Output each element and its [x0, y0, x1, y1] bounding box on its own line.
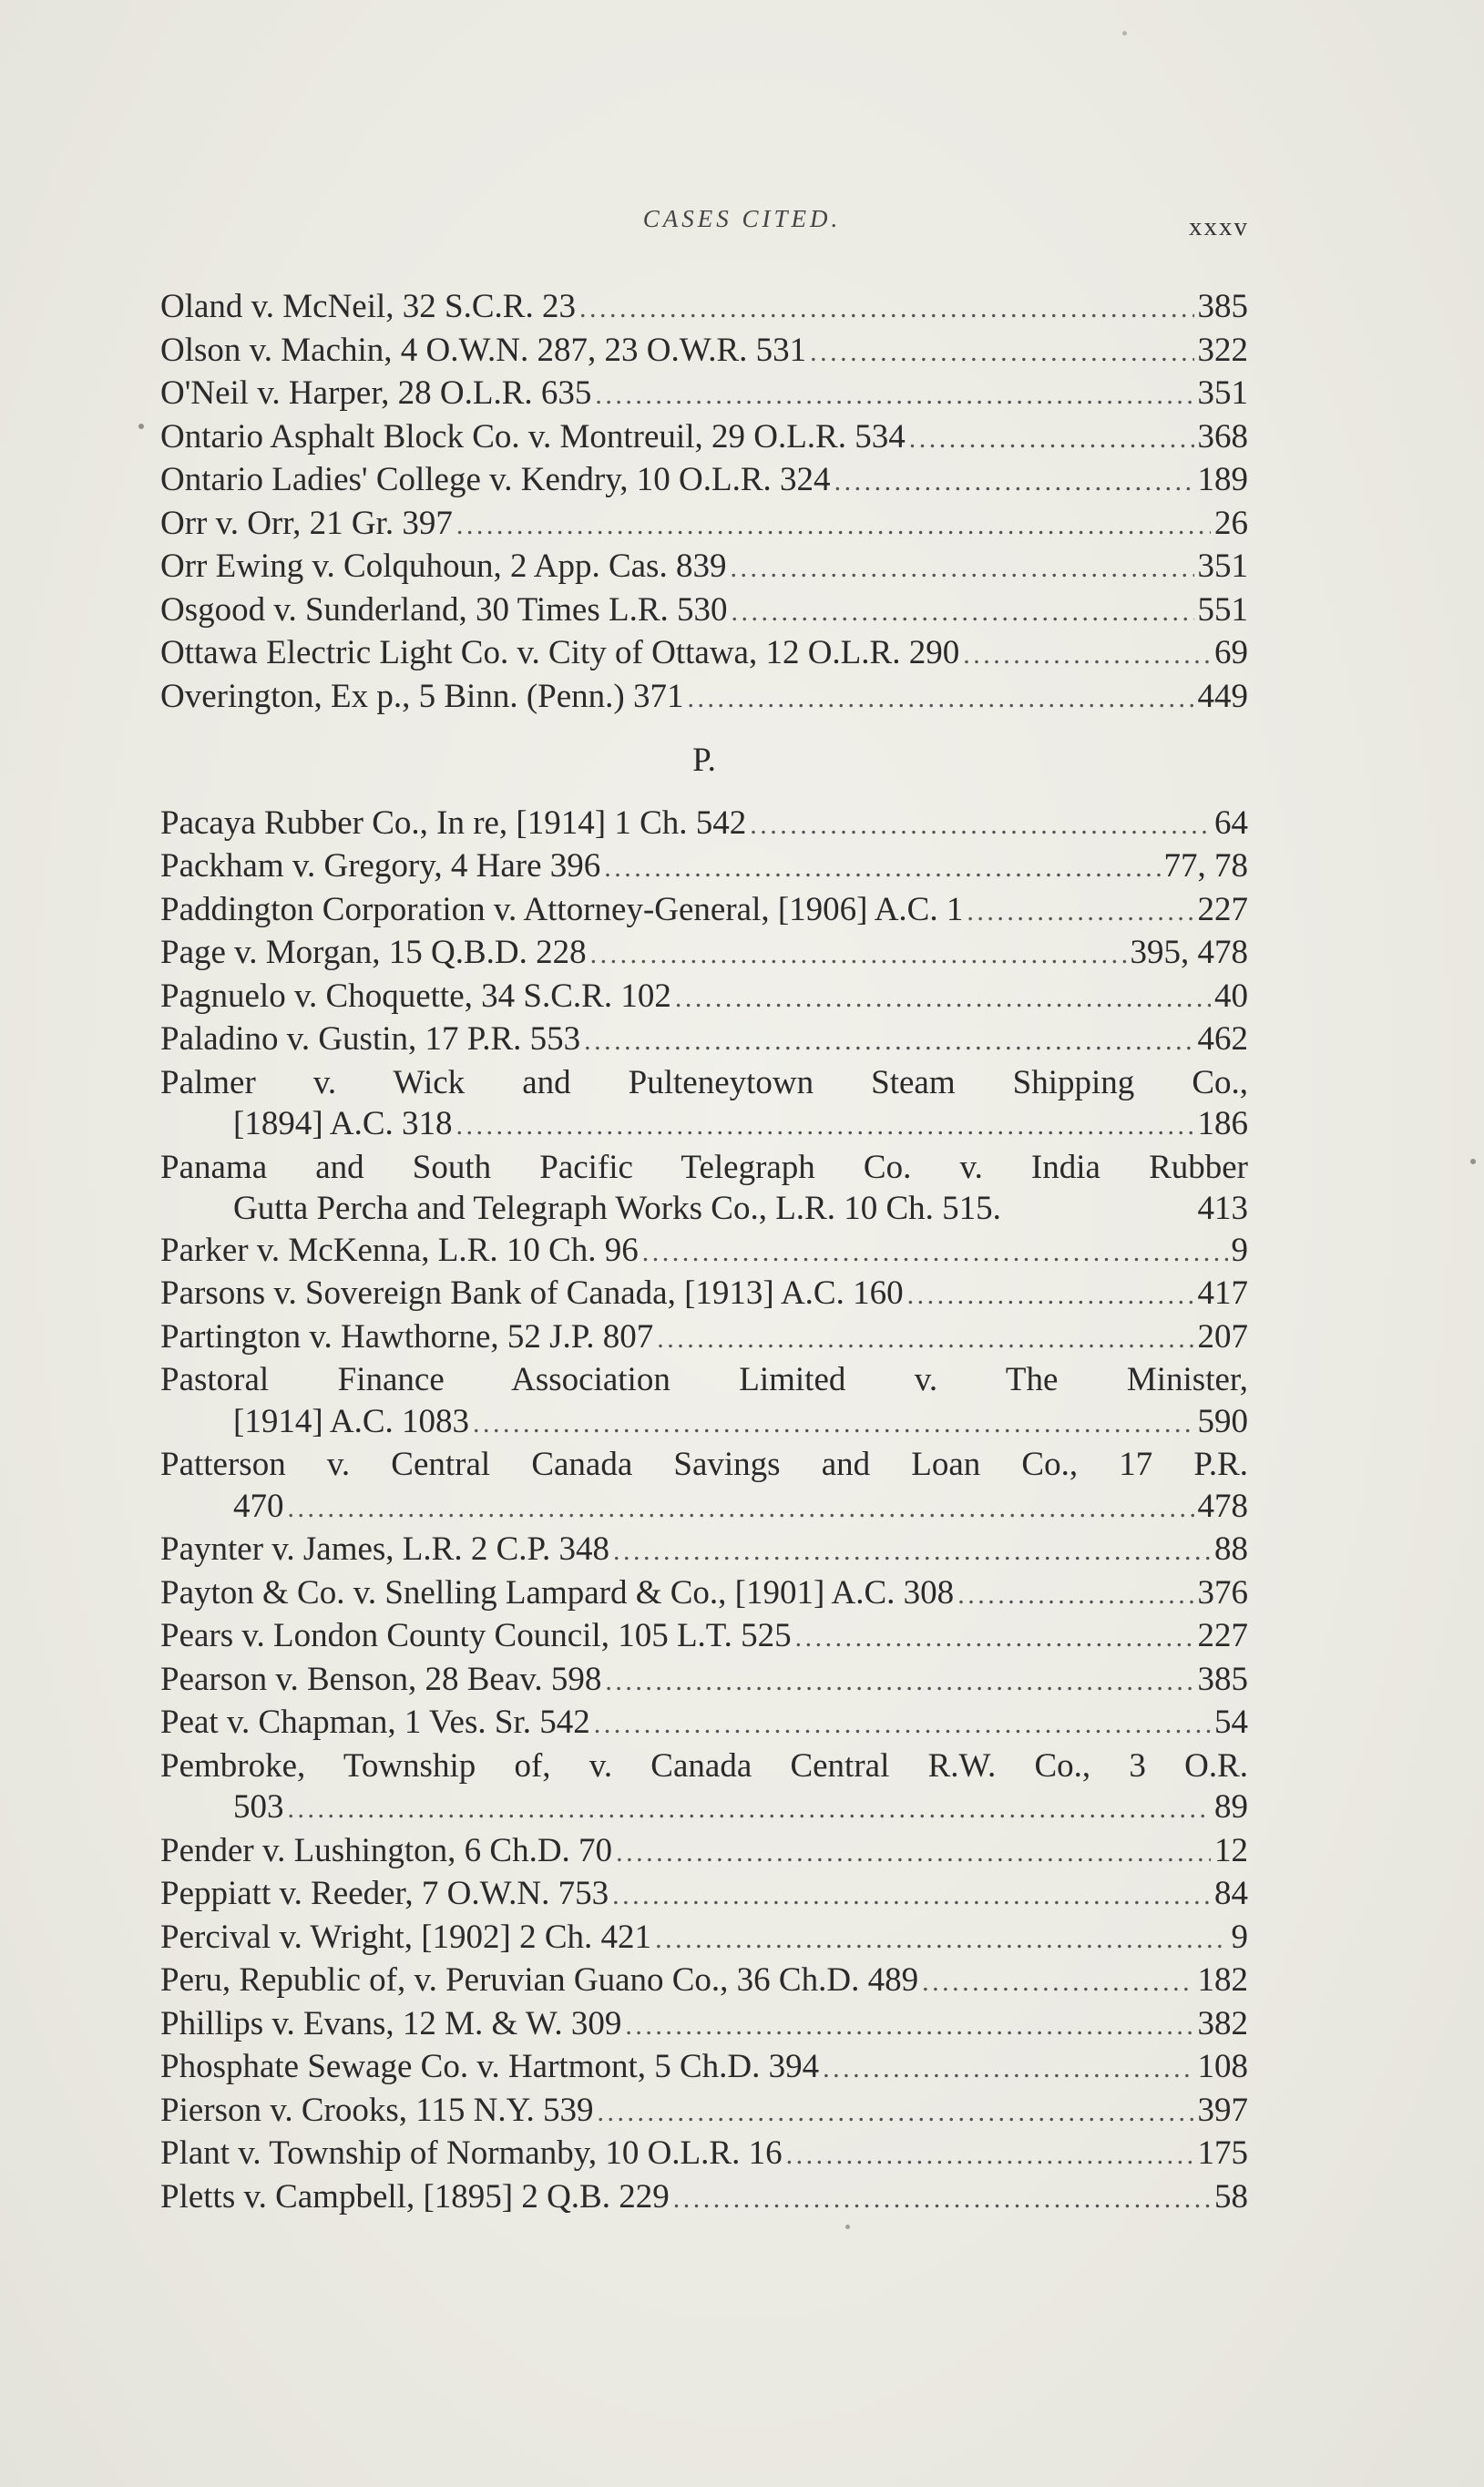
- case-page-ref: 417: [1197, 1274, 1248, 1312]
- case-entry: [160, 589, 1248, 633]
- case-page-ref: 175: [1197, 2134, 1248, 2172]
- case-citation: Paladino v. Gustin, 17 P.R. 553: [160, 1020, 581, 1058]
- dot-leader: [655, 1917, 1227, 1960]
- case-page-ref: 322: [1197, 331, 1248, 369]
- dot-leader: [810, 330, 1193, 374]
- case-entry: [160, 1529, 1248, 1572]
- paper-speck: [845, 2225, 850, 2229]
- dot-leader: [598, 2090, 1194, 2134]
- dot-leader: [579, 286, 1194, 330]
- case-citation: Pierson v. Crooks, 115 N.Y. 539: [160, 2091, 594, 2129]
- case-page-ref: 108: [1197, 2048, 1248, 2085]
- dot-leader: [750, 803, 1211, 846]
- case-entry: [160, 676, 1248, 720]
- section-letter-p: P.: [692, 742, 716, 779]
- dot-leader: [834, 459, 1194, 503]
- case-entry: [160, 330, 1248, 374]
- case-line: [160, 330, 1248, 374]
- case-citation: Peru, Republic of, v. Peruvian Guano Co., 36 Ch.D. 489: [160, 1961, 919, 1999]
- case-entry: [160, 2090, 1248, 2134]
- case-citation: Pender v. Lushington, 6 Ch.D. 70: [160, 1831, 613, 1869]
- case-line: [160, 889, 1248, 933]
- case-page-ref: 89: [1214, 1788, 1248, 1826]
- case-page-ref: 54: [1214, 1704, 1248, 1741]
- case-page-ref: 189: [1197, 461, 1248, 498]
- case-name-line: Patterson v. Central Canada Savings and Loan Co., 17 P.R.: [160, 1446, 1248, 1483]
- dot-leader: [675, 976, 1211, 1019]
- case-page-ref: 58: [1214, 2177, 1248, 2216]
- dot-leader: [795, 1615, 1194, 1659]
- case-page-ref: 40: [1214, 977, 1248, 1015]
- case-line: [160, 589, 1248, 633]
- dot-leader: [595, 373, 1193, 416]
- case-name-line: Palmer v. Wick and Pulteneytown Steam Shipping Co.,: [160, 1063, 1248, 1101]
- case-citation: Osgood v. Sunderland, 30 Times L.R. 530: [160, 590, 728, 629]
- case-page-ref: 64: [1214, 803, 1248, 842]
- case-citation: 470: [233, 1487, 284, 1525]
- case-page-ref: 449: [1197, 677, 1248, 715]
- case-index: [160, 286, 1248, 2219]
- case-citation: Percival v. Wright, [1902] 2 Ch. 421: [160, 1918, 652, 1956]
- case-citation: Parker v. McKenna, L.R. 10 Ch. 96: [160, 1231, 639, 1269]
- case-page-ref: 186: [1197, 1105, 1248, 1142]
- case-citation: Olson v. Machin, 4 O.W.N. 287, 23 O.W.R. 531: [160, 331, 807, 369]
- case-page-ref: 88: [1214, 1530, 1248, 1568]
- case-entry: [160, 845, 1248, 889]
- case-line: [160, 1529, 1248, 1572]
- case-entry: [160, 373, 1248, 416]
- case-entry: [160, 976, 1248, 1019]
- case-line: [160, 2046, 1248, 2090]
- case-page-ref: 77, 78: [1163, 847, 1248, 885]
- case-line: [160, 1830, 1248, 1874]
- case-page-ref: 9: [1231, 1918, 1248, 1956]
- dot-leader: [957, 1572, 1193, 1616]
- case-name-line: Pastoral Finance Association Limited v. The Minister,: [160, 1361, 1248, 1398]
- case-line: [160, 1702, 1248, 1745]
- dot-leader: [288, 1486, 1194, 1530]
- case-entry: [160, 1745, 1248, 1830]
- dot-leader: [732, 589, 1194, 633]
- case-entry: [160, 1444, 1248, 1529]
- case-page-ref: 84: [1214, 1875, 1248, 1912]
- case-citation: Parsons v. Sovereign Bank of Canada, [1913] A.C. 160: [160, 1274, 904, 1312]
- case-page-ref: 207: [1197, 1317, 1248, 1356]
- case-line: [160, 416, 1248, 460]
- case-entry: [160, 1062, 1248, 1147]
- dot-leader: [823, 2046, 1193, 2090]
- paper-speck: [1122, 31, 1127, 36]
- case-page-ref: 9: [1231, 1231, 1248, 1269]
- case-page-ref: 413: [1197, 1190, 1248, 1227]
- case-line: [160, 1960, 1248, 2003]
- case-continuation-line: [160, 1786, 1248, 1830]
- paper-speck: [138, 424, 144, 429]
- case-line: [160, 1615, 1248, 1659]
- case-citation: Orr v. Orr, 21 Gr. 397: [160, 504, 453, 542]
- dot-leader: [963, 632, 1211, 676]
- case-line: [160, 286, 1248, 330]
- case-continuation-line: [160, 1188, 1248, 1230]
- case-name-line: Pembroke, Township of, v. Canada Central R.W. Co., 3 O.R.: [160, 1746, 1248, 1785]
- case-entry: [160, 1659, 1248, 1703]
- running-title: CASES CITED.: [642, 205, 842, 232]
- case-page-ref: 478: [1197, 1487, 1248, 1525]
- case-page-ref: 69: [1214, 634, 1248, 671]
- case-page-ref: 385: [1197, 288, 1248, 325]
- case-citation: Payton & Co. v. Snelling Lampard & Co., [1901] A.C. 308: [160, 1573, 955, 1612]
- case-entry: [160, 1273, 1248, 1316]
- dot-leader: [967, 889, 1193, 933]
- case-citation: Ontario Ladies' College v. Kendry, 10 O.L.R. 324: [160, 461, 831, 498]
- case-page-ref: 368: [1197, 417, 1248, 455]
- case-page-ref: 26: [1214, 504, 1248, 542]
- case-page-ref: 590: [1197, 1402, 1248, 1440]
- dot-leader: [605, 1659, 1193, 1703]
- case-citation: Paynter v. James, L.R. 2 C.P. 348: [160, 1530, 609, 1568]
- case-entry: [160, 1316, 1248, 1360]
- case-citation: Overington, Ex p., 5 Binn. (Penn.) 371: [160, 677, 684, 715]
- case-page-ref: 395, 478: [1130, 934, 1248, 971]
- case-line: [160, 1873, 1248, 1917]
- case-citation: Plant v. Township of Normanby, 10 O.L.R. 16: [160, 2134, 783, 2172]
- case-entry: [160, 1917, 1248, 1960]
- case-citation: Ontario Asphalt Block Co. v. Montreuil, 29 O.L.R. 534: [160, 417, 906, 455]
- case-citation: 503: [233, 1788, 284, 1826]
- case-citation: Pacaya Rubber Co., In re, [1914] 1 Ch. 542: [160, 803, 747, 842]
- case-line: [160, 546, 1248, 589]
- case-citation: Gutta Percha and Telegraph Works Co., L.R. 10 Ch. 515.: [233, 1190, 1001, 1227]
- case-entry: [160, 1359, 1248, 1444]
- case-entry: [160, 1572, 1248, 1616]
- case-page-ref: 12: [1214, 1831, 1248, 1869]
- case-citation: Peat v. Chapman, 1 Ves. Sr. 542: [160, 1704, 590, 1741]
- case-continuation-line: [160, 1103, 1248, 1147]
- case-line: [160, 2176, 1248, 2220]
- section-o-entries: [160, 286, 1248, 719]
- dot-leader: [909, 416, 1194, 460]
- case-entry: [160, 286, 1248, 330]
- case-page-ref: 376: [1197, 1573, 1248, 1612]
- case-entry: [160, 1830, 1248, 1874]
- dot-leader: [657, 1316, 1193, 1360]
- case-line: [160, 976, 1248, 1019]
- case-line: [160, 1273, 1248, 1316]
- case-entry: [160, 2176, 1248, 2220]
- dot-leader: [590, 932, 1127, 976]
- dot-leader: [922, 1960, 1193, 2003]
- case-citation: Partington v. Hawthorne, 52 J.P. 807: [160, 1317, 654, 1356]
- case-citation: Page v. Morgan, 15 Q.B.D. 228: [160, 934, 587, 971]
- dot-leader: [594, 1702, 1211, 1745]
- case-citation: Orr Ewing v. Colquhoun, 2 App. Cas. 839: [160, 548, 727, 585]
- case-line: [160, 459, 1248, 503]
- case-continuation-line: [160, 1401, 1248, 1445]
- case-entry: [160, 459, 1248, 503]
- case-line: [160, 1572, 1248, 1616]
- case-citation: Phosphate Sewage Co. v. Hartmont, 5 Ch.D. 394: [160, 2048, 820, 2085]
- case-name-line: Panama and South Pacific Telegraph Co. v. India Rubber: [160, 1148, 1248, 1186]
- case-citation: Pagnuelo v. Choquette, 34 S.C.R. 102: [160, 977, 671, 1015]
- case-page-ref: 397: [1197, 2091, 1248, 2129]
- section-p-entries: [160, 803, 1248, 2220]
- case-line: [160, 373, 1248, 416]
- case-line: [160, 676, 1248, 720]
- case-entry: [160, 1960, 1248, 2003]
- case-entry: [160, 1018, 1248, 1062]
- case-citation: [1894] A.C. 318: [233, 1105, 453, 1142]
- case-entry: [160, 1615, 1248, 1659]
- case-entry: [160, 632, 1248, 676]
- case-continuation-line: [160, 1486, 1248, 1530]
- case-citation: Pletts v. Campbell, [1895] 2 Q.B. 229: [160, 2177, 670, 2216]
- dot-leader: [907, 1273, 1194, 1316]
- case-entry: [160, 416, 1248, 460]
- case-line: [160, 1917, 1248, 1960]
- case-entry: [160, 2046, 1248, 2090]
- case-citation: Phillips v. Evans, 12 M. & W. 309: [160, 2004, 622, 2042]
- case-entry: [160, 2003, 1248, 2047]
- paper-speck: [1470, 1159, 1476, 1164]
- dot-leader: [786, 2133, 1194, 2176]
- case-line: [160, 2090, 1248, 2134]
- case-citation: Peppiatt v. Reeder, 7 O.W.N. 753: [160, 1875, 609, 1912]
- dot-leader: [604, 845, 1160, 889]
- running-head: [0, 205, 1484, 241]
- dot-leader: [616, 1830, 1211, 1874]
- case-entry: [160, 2133, 1248, 2176]
- dot-leader: [612, 1873, 1211, 1917]
- case-entry: [160, 1702, 1248, 1745]
- case-entry: [160, 932, 1248, 976]
- case-page-ref: 351: [1197, 548, 1248, 585]
- case-citation: Ottawa Electric Light Co. v. City of Ottawa, 12 O.L.R. 290: [160, 634, 960, 671]
- case-citation: Paddington Corporation v. Attorney-General, [1906] A.C. 1: [160, 890, 964, 928]
- page-number: xxxv: [1189, 212, 1249, 241]
- case-entry: [160, 1147, 1248, 1230]
- case-entry: [160, 503, 1248, 547]
- dot-leader: [288, 1786, 1212, 1830]
- dot-leader: [613, 1529, 1211, 1572]
- dot-leader: [473, 1401, 1194, 1445]
- case-line: [160, 2003, 1248, 2047]
- case-entry: [160, 889, 1248, 933]
- case-citation: Oland v. McNeil, 32 S.C.R. 23: [160, 288, 576, 325]
- case-page-ref: 227: [1197, 890, 1248, 928]
- case-page-ref: 551: [1197, 590, 1248, 629]
- case-page-ref: 227: [1197, 1617, 1248, 1654]
- case-entry: [160, 1873, 1248, 1917]
- dot-leader: [687, 676, 1193, 720]
- dot-leader: [730, 546, 1193, 589]
- case-line: [160, 845, 1248, 889]
- case-line: [160, 932, 1248, 976]
- case-entry: [160, 1230, 1248, 1274]
- case-citation: [1914] A.C. 1083: [233, 1402, 469, 1440]
- case-page-ref: 462: [1197, 1020, 1248, 1058]
- dot-leader: [625, 2003, 1193, 2047]
- case-page-ref: 382: [1197, 2004, 1248, 2042]
- case-citation: O'Neil v. Harper, 28 O.L.R. 635: [160, 374, 592, 412]
- case-line: [160, 1230, 1248, 1274]
- case-citation: Pearson v. Benson, 28 Beav. 598: [160, 1660, 602, 1698]
- case-line: [160, 803, 1248, 846]
- case-line: [160, 503, 1248, 547]
- case-line: [160, 1018, 1248, 1062]
- case-entry: [160, 803, 1248, 846]
- dot-leader: [584, 1018, 1193, 1062]
- case-entry: [160, 546, 1248, 589]
- case-page-ref: 351: [1197, 374, 1248, 412]
- case-page-ref: 385: [1197, 1660, 1248, 1698]
- case-line: [160, 1659, 1248, 1703]
- case-page-ref: 182: [1197, 1961, 1248, 1999]
- case-line: [160, 2133, 1248, 2176]
- dot-leader: [456, 503, 1211, 547]
- case-line: [160, 632, 1248, 676]
- case-citation: Pears v. London County Council, 105 L.T. 525: [160, 1617, 792, 1654]
- dot-leader: [642, 1230, 1228, 1274]
- case-citation: Packham v. Gregory, 4 Hare 396: [160, 847, 601, 885]
- dot-leader: [456, 1103, 1194, 1147]
- case-line: [160, 1316, 1248, 1360]
- dot-leader: [673, 2176, 1211, 2220]
